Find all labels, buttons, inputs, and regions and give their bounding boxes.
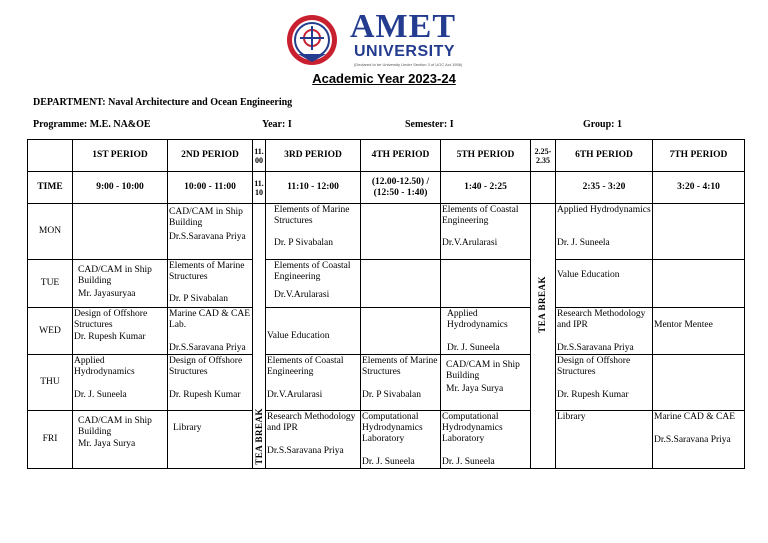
mon-p3-faculty: Dr. P Sivabalan [274,238,334,248]
mon-p6-faculty: Dr. J. Suneela [557,238,610,248]
thu-p4-faculty: Dr. P Sivabalan [362,390,422,400]
day-thu: THU [27,354,72,410]
thu-p1-subject: Applied Hydrodynamics [74,356,135,377]
header-p5: 5TH PERIOD [440,139,530,171]
thu-p2-faculty: Dr. Rupesh Kumar [169,390,241,400]
thu-p3-subject: Elements of Coastal Engineering [267,356,344,377]
fri-p4-faculty: Dr. J. Suneela [362,457,415,467]
thu-p1-faculty: Dr. J. Suneela [74,390,127,400]
header-p3: 3RD PERIOD [265,139,360,171]
time-p2: 10:00 - 11:00 [167,171,252,203]
thu-p2-subject: Design of Offshore Structures [169,356,243,377]
wed-p5-faculty: Dr. J. Suneela [447,343,500,353]
thu-p7 [652,354,744,410]
wed-p1-subject: Design of Offshore Structures [74,309,148,330]
wed-p2 [167,307,252,354]
brand-name: AMET [350,8,456,45]
thu-p2 [167,354,252,410]
thu-p4-subject: Elements of Marine Structures [362,356,438,377]
mon-p4 [360,203,440,259]
time-p1: 9:00 - 10:00 [72,171,167,203]
time-p7: 3:20 - 4:10 [652,171,744,203]
time-p5: 1:40 - 2:25 [440,171,530,203]
thu-p6-subject: Design of Offshore Structures [557,356,631,377]
time-p4-line1: (12.00-12.50) / [371,176,430,187]
mon-p3-subject: Elements of Marine Structures [274,205,350,226]
tea-break-morning-label: TEA BREAK [254,408,264,465]
group-line: Group: 1 [583,119,622,130]
fri-p4 [360,410,440,468]
tue-p3-faculty: Dr.V.Arularasi [274,290,330,300]
tue-p2-faculty: Dr. P Sivabalan [169,294,229,304]
thu-p5-faculty: Mr. Jaya Surya [446,384,504,394]
time-p4-line2: (12:50 - 1:40) [373,187,428,198]
day-wed: WED [27,307,72,354]
wed-p6 [555,307,652,354]
fri-p5 [440,410,530,468]
fri-p1 [72,410,167,468]
mon-p5-faculty: Dr.V.Arularasi [442,238,498,248]
thu-p3 [265,354,360,410]
thu-p1 [72,354,167,410]
header-corner [27,139,72,171]
wed-p3 [265,307,360,354]
thu-p4 [360,354,440,410]
wed-p2-subject: Marine CAD & CAE Lab. [169,309,251,330]
university-seal-logo [286,14,338,66]
tue-p6-subject: Value Education [557,270,620,280]
fri-p2 [167,410,252,468]
time-p4 [360,171,440,203]
header-p6: 6TH PERIOD [555,139,652,171]
wed-p7-subject: Mentor Mentee [654,320,713,330]
day-mon: MON [27,203,72,259]
wed-p5 [440,307,530,354]
fri-p1-faculty: Mr. Jaya Surya [78,439,136,449]
wed-p4 [360,307,440,354]
header-break2: 2.25-2.35 [530,139,555,171]
time-label: TIME [27,171,72,203]
tue-p6 [555,259,652,307]
header-break1: 11.00 [252,139,265,171]
mon-p2 [167,203,252,259]
fri-p1-subject: CAD/CAM in Ship Building [78,416,152,437]
tue-p2-subject: Elements of Marine Structures [169,261,245,282]
fri-p6-subject: Library [557,412,586,422]
tue-p3 [265,259,360,307]
fri-p5-subject: Computational Hydrodynamics Laboratory [442,412,503,444]
time-p6: 2:35 - 3:20 [555,171,652,203]
day-fri: FRI [27,410,72,468]
tue-p4 [360,259,440,307]
thu-p3-faculty: Dr.V.Arularasi [267,390,323,400]
wed-p7 [652,307,744,354]
timetable-grid [27,139,745,469]
day-tue: TUE [27,259,72,307]
tea-break-afternoon-label: TEA BREAK [537,276,547,333]
tue-p1 [72,259,167,307]
fri-p7 [652,410,744,468]
department-line: DEPARTMENT: Naval Architecture and Ocean Engineering [33,97,293,108]
time-break2 [530,171,555,203]
time-break1: 11.10 [252,171,265,203]
mon-p6-subject: Applied Hydrodynamics [557,205,651,215]
fri-p2-subject: Library [173,423,202,433]
fri-p7-faculty: Dr.S.Saravana Priya [654,435,731,445]
fri-p4-subject: Computational Hydrodynamics Laboratory [362,412,423,444]
year-line: Year: I [262,119,292,130]
university-brand [350,8,463,67]
mon-p3 [265,203,360,259]
wed-p5-subject: Applied Hydrodynamics [447,309,508,330]
fri-p6 [555,410,652,468]
tue-p3-subject: Elements of Coastal Engineering [274,261,351,282]
fri-p7-subject: Marine CAD & CAE [654,412,736,422]
mon-p5 [440,203,530,259]
thu-p6-faculty: Dr. Rupesh Kumar [557,390,629,400]
thu-p6 [555,354,652,410]
wed-p2-faculty: Dr.S.Saravana Priya [169,343,246,353]
mon-p7 [652,203,744,259]
thu-p5 [440,354,530,410]
fri-p3-faculty: Dr.S.Saravana Priya [267,446,344,456]
wed-p1 [72,307,167,354]
mon-p2-faculty: Dr.S.Saravana Priya [169,232,246,242]
time-p3: 11:10 - 12:00 [265,171,360,203]
wed-p3-subject: Value Education [267,331,330,341]
mon-p1 [72,203,167,259]
semester-line: Semester: I [405,119,454,130]
wed-p1-faculty: Dr. Rupesh Kumar [74,332,146,342]
academic-year-title: Academic Year 2023-24 [312,71,456,86]
fri-p3-subject: Research Methodology and IPR [267,412,356,433]
programme-line: Programme: M.E. NA&OE [33,119,151,130]
header-p7: 7TH PERIOD [652,139,744,171]
header-p2: 2ND PERIOD [167,139,252,171]
brand-tagline: (Declared to be University Under Section 3 of UGC Act 1956) [354,62,463,67]
mon-p6 [555,203,652,259]
tue-p5 [440,259,530,307]
wed-p6-faculty: Dr.S.Saravana Priya [557,343,634,353]
fri-p5-faculty: Dr. J. Suneela [442,457,495,467]
header-p4: 4TH PERIOD [360,139,440,171]
tue-p1-faculty: Mr. Jayasuryaa [78,289,136,299]
tea-break-morning [252,203,265,468]
tue-p2 [167,259,252,307]
mon-p2-subject: CAD/CAM in Ship Building [169,207,243,228]
fri-p3 [265,410,360,468]
tue-p1-subject: CAD/CAM in Ship Building [78,265,152,286]
tea-break-afternoon [530,203,555,468]
tue-p7 [652,259,744,307]
brand-subtitle: UNIVERSITY [354,43,456,60]
wed-p6-subject: Research Methodology and IPR [557,309,646,330]
header-p1: 1ST PERIOD [72,139,167,171]
mon-p5-subject: Elements of Coastal Engineering [442,205,519,226]
thu-p5-subject: CAD/CAM in Ship Building [446,360,520,381]
